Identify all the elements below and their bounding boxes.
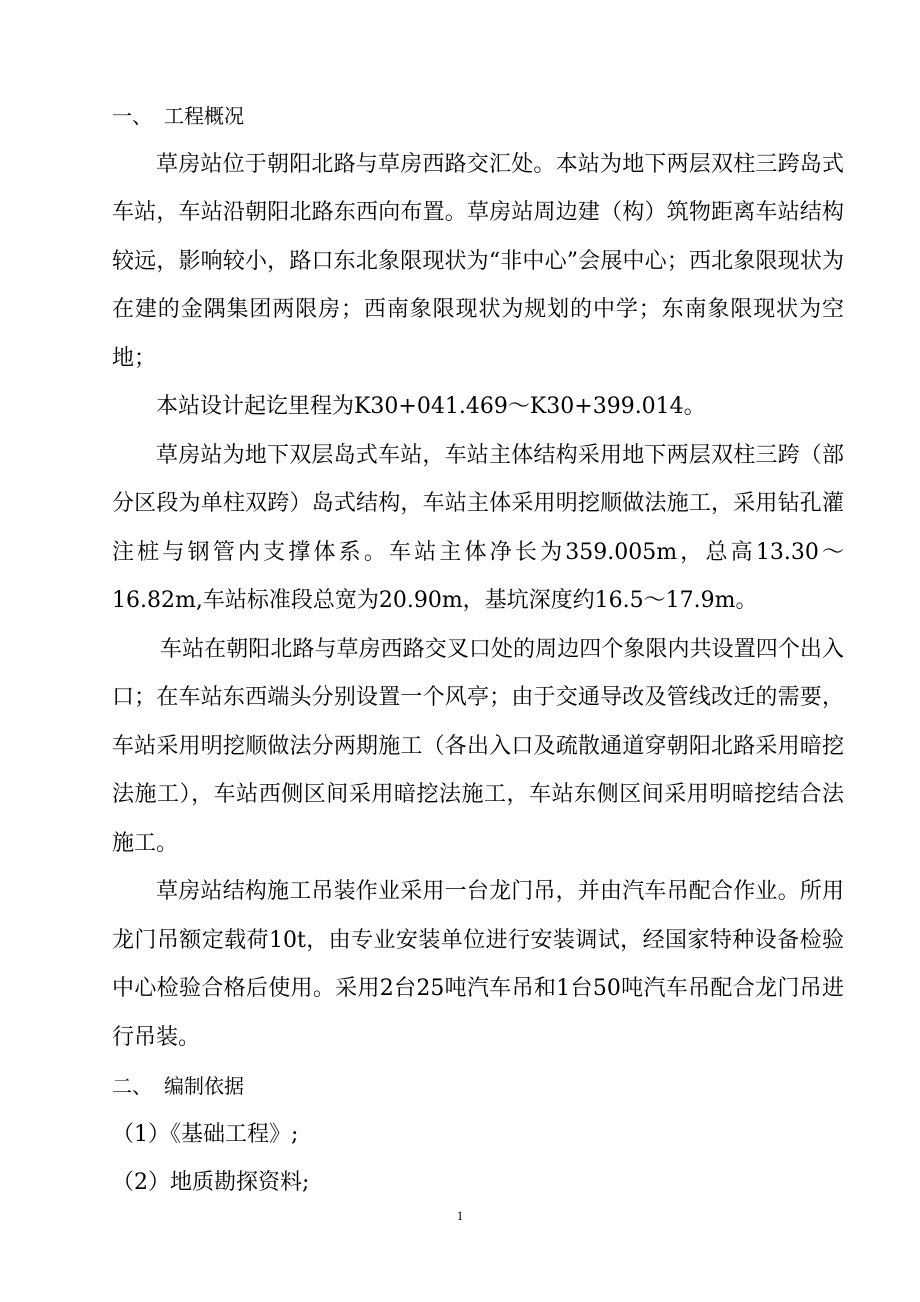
paragraph-site-location: 草房站位于朝阳北路与草房西路交汇处。本站为地下两层双柱三跨岛式车站，车站沿朝阳北路东西向布置。草房站周边建（构）筑物距离车站结构较远，影响较小，路口东北象限现状为“非中心”会展中心；西北象限现状为在建的金隅集团两限房；西南象限现状为规划的中学；东南象限现状为空地；: [112, 151, 844, 371]
list-item-basis-1: （1）《基础工程》;: [112, 1121, 299, 1147]
paragraph-mileage: 本站设计起讫里程为K30+041.469～K30+399.014。: [156, 394, 706, 419]
section-number: 一、: [112, 104, 152, 128]
section-heading-overview: [112, 92, 844, 141]
paragraph-structure: 草房站为地下双层岛式车站，车站主体结构采用地下两层双柱三跨（部分区段为单柱双跨）岛式结构，车站主体采用明挖顺做法施工，采用钻孔灌注桩与钢管内支撑体系。车站主体净长为359.005m，总高13.30～16.82m,车站标准段总宽为20.90m，基坑深度约16.5～17.9m。: [112, 442, 844, 613]
section-title: 编制依据: [164, 1074, 244, 1098]
list-item-basis-2: （2）地质勘探资料;: [112, 1170, 310, 1195]
document-page: [112, 92, 844, 1208]
section-heading-basis: [112, 1062, 844, 1111]
section-number: 二、: [112, 1074, 152, 1098]
section-title: 工程概况: [164, 104, 244, 128]
page-number: 1: [456, 1208, 464, 1223]
paragraph-hoisting: 草房站结构施工吊装作业采用一台龙门吊，并由汽车吊配合作业。所用龙门吊额定载荷10t，由专业安装单位进行安装调试，经国家特种设备检验中心检验合格后使用。采用2台25吨汽车吊和1台50吨汽车吊配合龙门吊进行吊装。: [112, 879, 844, 1050]
paragraph-entrances: 车站在朝阳北路与草房西路交叉口处的周边四个象限内共设置四个出入口；在车站东西端头分别设置一个风亭；由于交通导改及管线改迁的需要，车站采用明挖顺做法分两期施工（各出入口及疏散通道穿朝阳北路采用暗挖法施工），车站西侧区间采用暗挖法施工，车站东侧区间采用明暗挖结合法施工。: [112, 636, 844, 856]
